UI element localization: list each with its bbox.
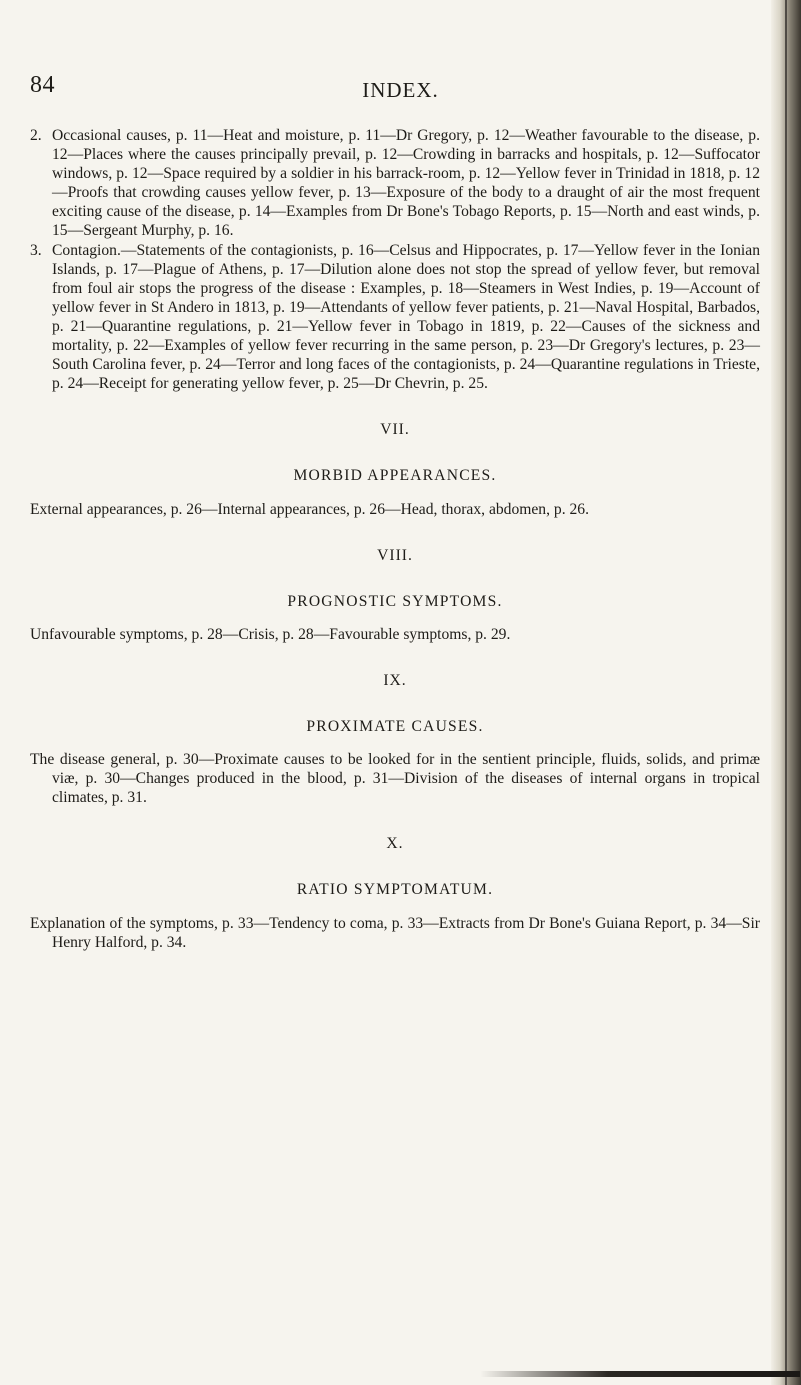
entry-number: 2. [30, 127, 42, 144]
section-title: PROXIMATE CAUSES. [306, 717, 484, 735]
page-bottom-shadow [480, 1371, 800, 1377]
section-text: Explanation of the symptoms, p. 33—Tendency to coma, p. 33—Extracts from Dr Bone's Guiana Report, p. 34—Sir Henry Halford, p. 34. [30, 914, 760, 951]
section-numeral: VII. [380, 421, 410, 439]
page-binding-line [785, 0, 787, 1385]
section-title: PROGNOSTIC SYMPTOMS. [287, 592, 503, 610]
section-numeral: VIII. [377, 546, 413, 564]
section-text: The disease general, p. 30—Proximate causes to be looked for in the sentient principle, fluids, solids, and primæ viæ, p. 30—Changes produced in the blood, p. 31—Division of the diseases of internal organs in tropical climates, p. 31. [30, 751, 760, 807]
entry-text: Occasional causes, p. 11—Heat and moisture, p. 11—Dr Gregory, p. 12—Weather favourable to the disease, p. 12—Places where the causes principally prevail, p. 12—Crowding in barracks and hospitals, p. 12—Suffocator windows, p. 12—Space required by a soldier in his barrack-room, p. 12—Yellow fever in Trinidad in 1818, p. 12—Proofs that crowding causes yellow fever, p. 13—Exposure of the body to a draught of air the most frequent exciting cause of the disease, p. 14—Examples from Dr Bone's Tobago Reports, p. 15—North and east winds, p. 15—Sergeant Murphy, p. 16. [52, 127, 760, 240]
index-body [30, 126, 760, 952]
section-title: RATIO SYMPTOMATUM. [296, 881, 494, 899]
section-title: MORBID APPEARANCES. [293, 467, 497, 485]
section-text: Unfavourable symptoms, p. 28—Crisis, p. 28—Favourable symptoms, p. 29. [30, 625, 511, 643]
index-entry-contagion [30, 241, 760, 394]
index-entry-occasional-causes [30, 126, 760, 241]
running-head: INDEX. [362, 78, 439, 102]
section-text: External appearances, p. 26—Internal appearances, p. 26—Head, thorax, abdomen, p. 26. [30, 500, 589, 518]
entry-number: 3. [30, 241, 42, 259]
page-number: 84 [30, 72, 55, 98]
section-numeral: X. [386, 835, 404, 853]
entry-text: Contagion.—Statements of the contagionists, p. 16—Celsus and Hippocrates, p. 17—Yellow fever in the Ionian Islands, p. 17—Plague of Athens, p. 17—Dilution alone does not stop the spread of yellow fever, but removal from foul air stops the progress of the disease : Examples, p. 18—Steamers in West Indies, p. 19—Account of yellow fever in St Andero in 1813, p. 19—Attendants of yellow fever patients, p. 21—Naval Hospital, Barbados, p. 21—Quarantine regulations, p. 21—Yellow fever in Tobago in 1819, p. 22—Causes of the sickness and mortality, p. 22—Examples of yellow fever recurring in the same person, p. 23—Dr Gregory's lectures, p. 23—South Carolina fever, p. 24—Terror and long faces of the contagionists, p. 24—Quarantine regulations in Trieste, p. 24—Receipt for generating yellow fever, p. 25—Dr Chevrin, p. 25. [52, 241, 760, 393]
section-numeral: IX. [383, 671, 407, 689]
